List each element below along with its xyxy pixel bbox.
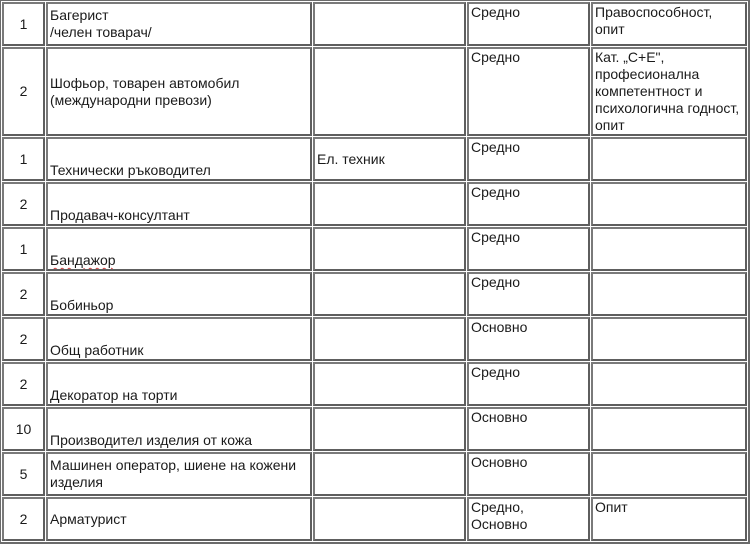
count-cell: 2	[2, 272, 45, 316]
position-cell	[46, 227, 312, 271]
specialty-cell	[313, 497, 466, 541]
position-cell: Бобиньор	[46, 272, 312, 316]
position-cell: Продавач-консултант	[46, 182, 312, 226]
table-row	[2, 407, 747, 451]
education-cell	[467, 497, 590, 541]
specialty-cell	[313, 227, 466, 271]
requirements-cell	[591, 272, 747, 316]
education-cell: Средно	[467, 227, 590, 271]
table-row	[2, 47, 747, 136]
education-cell: Средно	[467, 47, 590, 136]
position-cell	[46, 452, 312, 496]
requirements-cell	[591, 362, 747, 406]
education-cell: Основно	[467, 317, 590, 361]
count-cell: 2	[2, 497, 45, 541]
table-row	[2, 497, 747, 541]
education-cell: Средно	[467, 137, 590, 181]
position-cell	[46, 47, 312, 136]
specialty-cell	[313, 362, 466, 406]
requirements-cell	[591, 407, 747, 451]
position-cell: Производител изделия от кожа	[46, 407, 312, 451]
table-row	[2, 317, 747, 361]
specialty-cell	[313, 317, 466, 361]
count-cell: 2	[2, 317, 45, 361]
requirements-cell	[591, 317, 747, 361]
position-cell: Общ работник	[46, 317, 312, 361]
education-cell: Средно	[467, 362, 590, 406]
count-cell: 2	[2, 362, 45, 406]
position-line: Багерист	[50, 7, 109, 23]
table-row	[2, 362, 747, 406]
education-line: Средно,	[471, 499, 524, 515]
requirements-cell: Опит	[591, 497, 747, 541]
position-line: Машинен оператор, шиене на кожени	[50, 457, 297, 473]
position-line: изделия	[50, 474, 103, 490]
count-cell: 1	[2, 2, 45, 46]
specialty-cell	[313, 47, 466, 136]
education-cell: Средно	[467, 182, 590, 226]
requirements-cell: Правоспособност, опит	[591, 2, 747, 46]
specialty-cell	[313, 452, 466, 496]
requirements-cell	[591, 137, 747, 181]
position-cell: Декоратор на торти	[46, 362, 312, 406]
table-row	[2, 137, 747, 181]
count-cell: 1	[2, 137, 45, 181]
education-cell: Средно	[467, 2, 590, 46]
table-row	[2, 452, 747, 496]
requirements-cell	[591, 182, 747, 226]
position-text-spellcheck: Бандажор	[50, 252, 116, 268]
requirements-cell: Кат. „C+E", професионална компетентност и психологична годност, опит	[591, 47, 747, 136]
education-line: Основно	[471, 516, 528, 532]
specialty-cell	[313, 182, 466, 226]
position-cell: Арматурист	[46, 497, 312, 541]
position-cell: Технически ръководител	[46, 137, 312, 181]
table-row	[2, 182, 747, 226]
count-cell: 10	[2, 407, 45, 451]
position-line: (международни превози)	[50, 91, 212, 108]
count-cell: 5	[2, 452, 45, 496]
specialty-cell	[313, 2, 466, 46]
table-row	[2, 272, 747, 316]
education-cell: Основно	[467, 407, 590, 451]
count-cell: 1	[2, 227, 45, 271]
requirements-cell	[591, 452, 747, 496]
specialty-cell	[313, 272, 466, 316]
position-line: Шофьор, товарен автомобил	[50, 74, 240, 91]
table-row	[2, 227, 747, 271]
requirements-cell	[591, 227, 747, 271]
specialty-cell: Ел. техник	[313, 137, 466, 181]
position-line: /челен товарач/	[50, 24, 152, 40]
count-cell: 2	[2, 182, 45, 226]
specialty-cell	[313, 407, 466, 451]
position-cell	[46, 2, 312, 46]
education-cell: Основно	[467, 452, 590, 496]
education-cell: Средно	[467, 272, 590, 316]
table-row	[2, 2, 747, 46]
count-cell: 2	[2, 47, 45, 136]
